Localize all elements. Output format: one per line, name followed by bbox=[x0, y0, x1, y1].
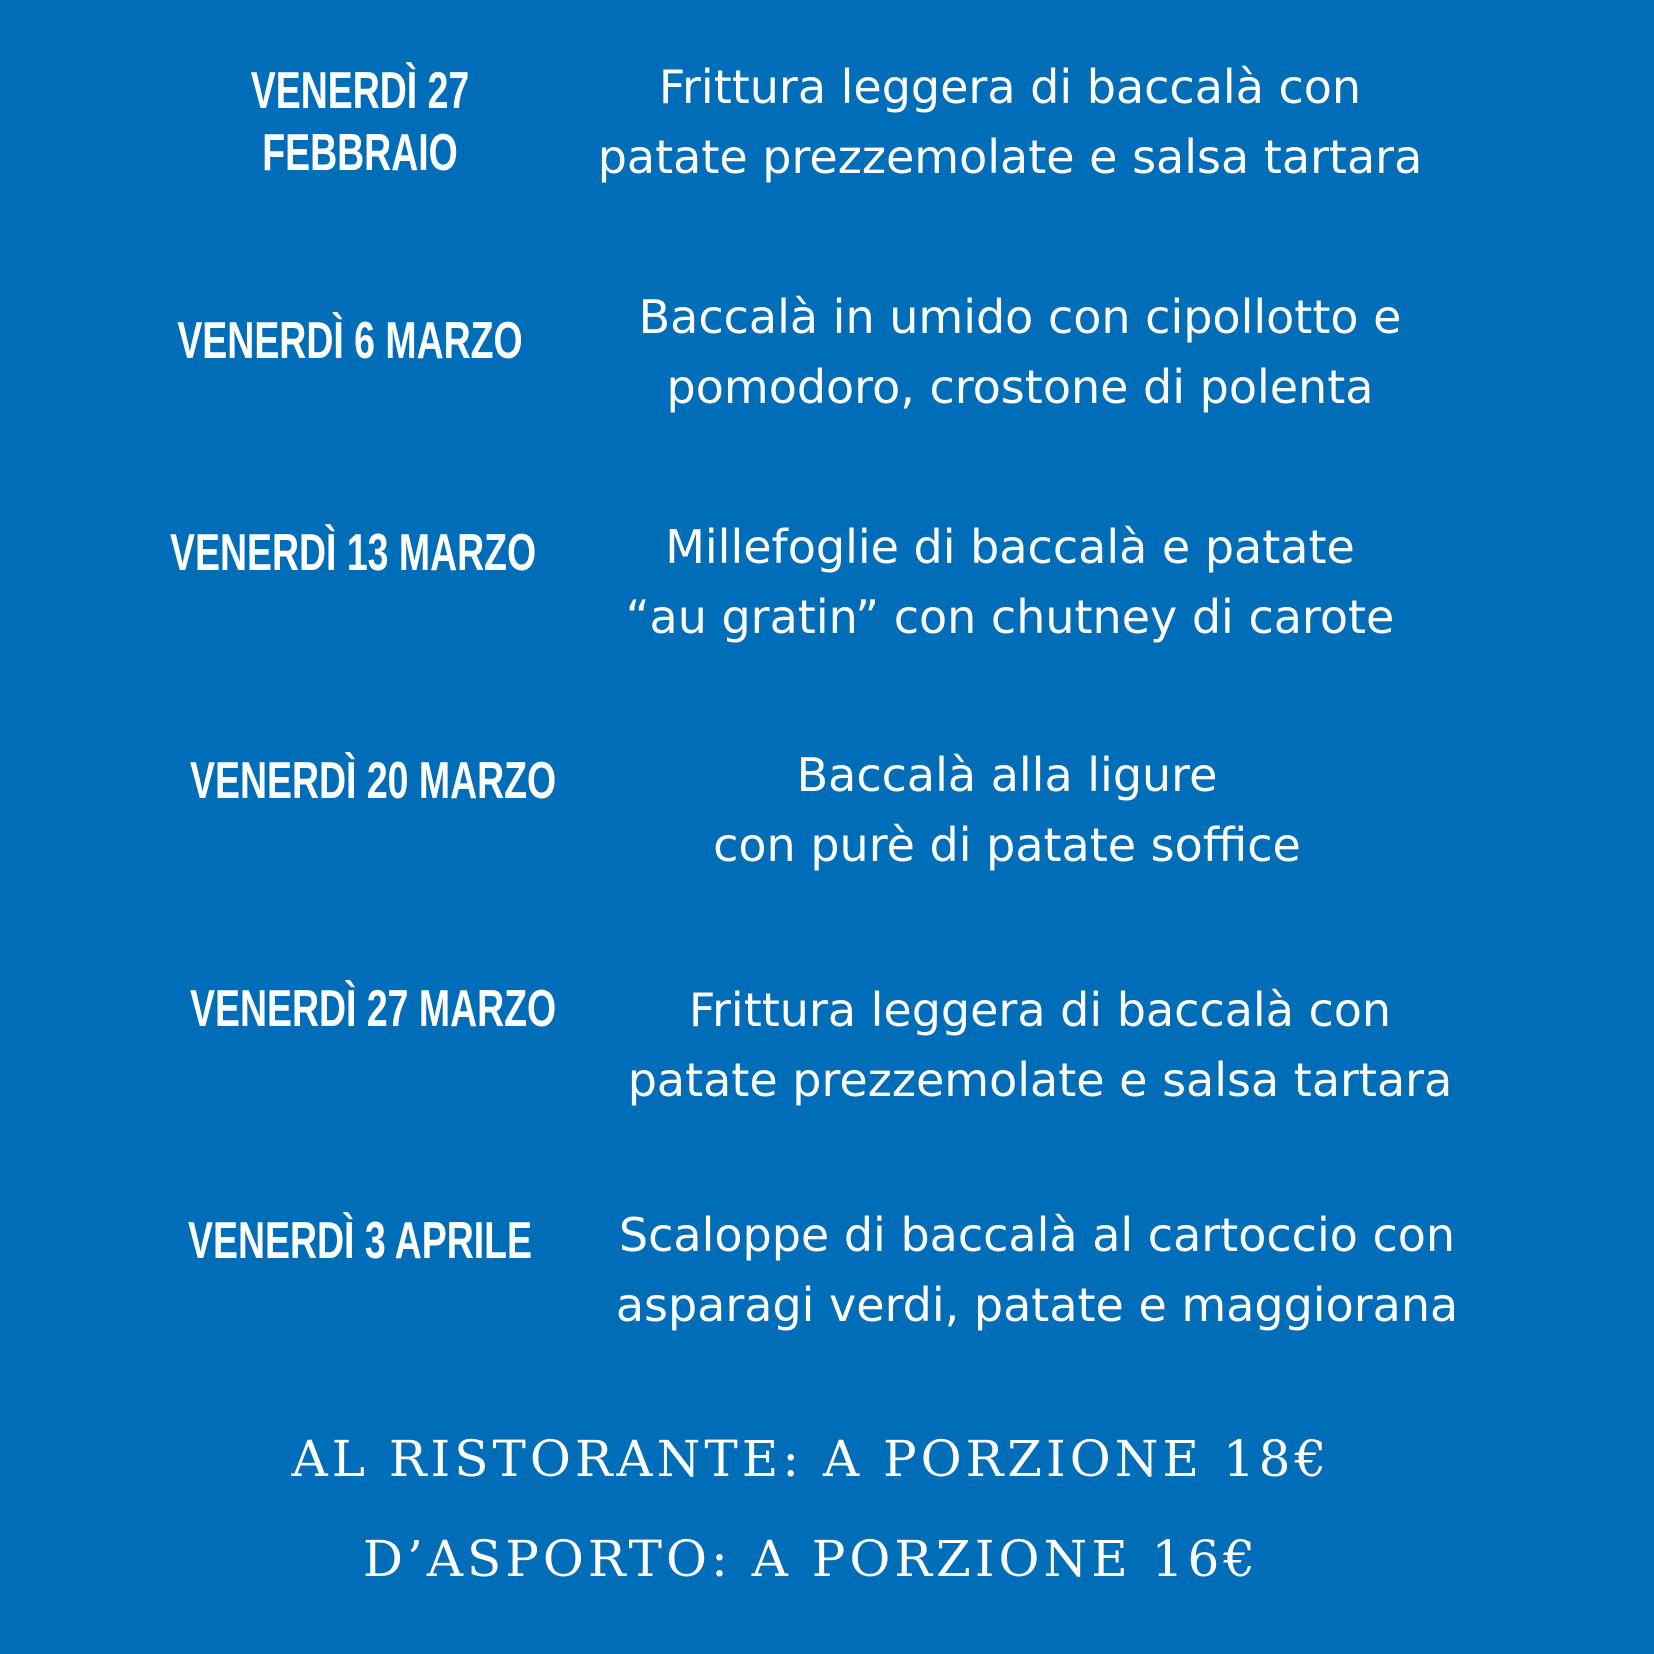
menu-date bbox=[180, 1210, 540, 1272]
menu-date bbox=[190, 750, 557, 812]
menu-dish-line: asparagi verdi, patate e maggiorana bbox=[615, 1278, 1459, 1332]
menu-dish bbox=[590, 975, 1490, 1115]
menu-date-line: VENERDÌ 27 MARZO bbox=[190, 980, 557, 1038]
menu-dish bbox=[557, 740, 1457, 880]
menu-dish-line: patate prezzemolate e salsa tartara bbox=[597, 130, 1423, 184]
price-takeaway: D’ASPORTO: A PORZIONE 16€ bbox=[362, 1530, 1260, 1588]
menu-date bbox=[170, 522, 537, 584]
menu-dish-line: Millefoglie di baccalà e patate bbox=[665, 520, 1355, 574]
menu-date-line: FEBBRAIO bbox=[262, 124, 458, 182]
menu-date-line: VENERDÌ 13 MARZO bbox=[170, 524, 537, 582]
menu-dish-line: patate prezzemolate e salsa tartara bbox=[627, 1053, 1453, 1107]
menu-date-line: VENERDÌ 20 MARZO bbox=[190, 752, 557, 810]
menu-dish-line: con purè di patate soffice bbox=[713, 818, 1301, 872]
price-restaurant: AL RISTORANTE: A PORZIONE 18€ bbox=[291, 1430, 1331, 1488]
menu-dish-line: “au gratin” con chutney di carote bbox=[625, 590, 1395, 644]
menu-date bbox=[190, 978, 557, 1040]
menu-dish-line: Scaloppe di baccalà al cartoccio con bbox=[618, 1208, 1456, 1262]
menu-dish-line: Baccalà alla ligure bbox=[796, 748, 1218, 802]
menu-dish-line: Baccalà in umido con cipollotto e bbox=[638, 290, 1402, 344]
menu-dish bbox=[560, 512, 1460, 652]
menu-date-line: VENERDÌ 27 bbox=[250, 62, 470, 120]
menu-dish-line: Frittura leggera di baccalà con bbox=[658, 60, 1362, 114]
menu-dish-line: pomodoro, crostone di polenta bbox=[666, 360, 1374, 414]
menu-dish bbox=[560, 52, 1460, 192]
menu-date bbox=[230, 60, 489, 184]
menu-date-line: VENERDÌ 6 MARZO bbox=[177, 312, 523, 370]
menu-dish bbox=[587, 1200, 1487, 1340]
menu-dish-line: Frittura leggera di baccalà con bbox=[688, 983, 1392, 1037]
menu-date-line: VENERDÌ 3 APRILE bbox=[188, 1212, 532, 1270]
menu-dish bbox=[570, 282, 1470, 422]
menu-date bbox=[177, 310, 523, 372]
